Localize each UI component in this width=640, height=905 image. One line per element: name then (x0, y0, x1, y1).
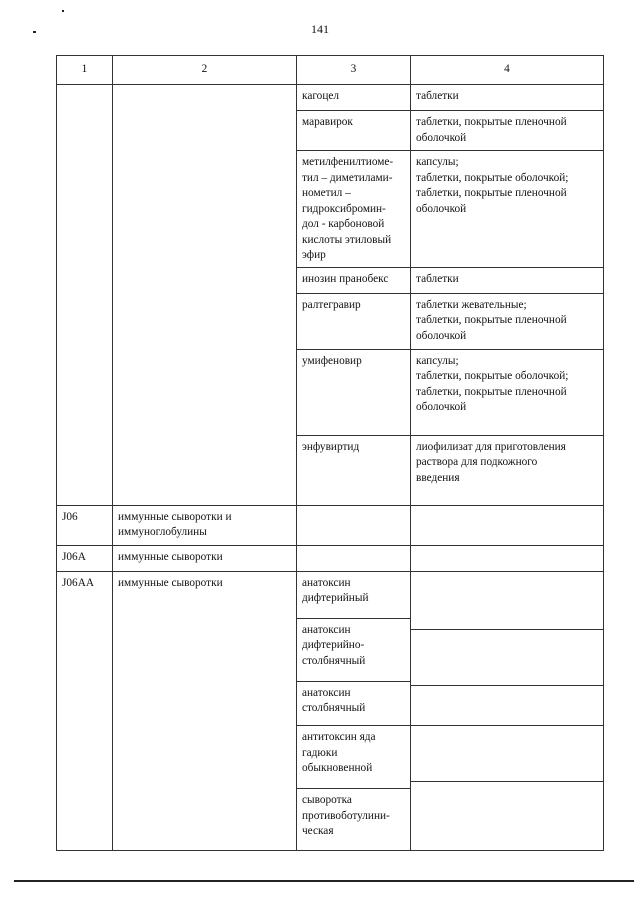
form-cell: таблетки жевательные; таблетки, покрытые пленочной оболочкой (411, 293, 604, 349)
drug-cell: кагоцел (297, 85, 411, 111)
table-row (57, 85, 604, 111)
code-cell: J06AA (57, 571, 113, 850)
form-cell (411, 629, 604, 685)
drug-cell: антитоксин яда гадюки обыкновенной (297, 726, 411, 789)
form-cell (411, 571, 604, 850)
name-cell: иммунные сыворотки и иммуноглобулины (113, 505, 297, 545)
form-cell (411, 505, 604, 545)
form-cell (411, 587, 604, 629)
table-row (57, 571, 604, 618)
drug-cell: метилфенилтиоме- тил – диметилами- нометил – гидроксибромин- дол - карбоновой кислоты этиловый эфир (297, 151, 411, 268)
form-cell (411, 685, 604, 725)
code-cell: J06A (57, 545, 113, 571)
drug-cell: анатоксин дифтерийный (297, 571, 411, 618)
name-cell: иммунные сыворотки (113, 545, 297, 571)
scan-speck (33, 31, 36, 33)
drug-cell (297, 505, 411, 545)
form-cell: капсулы; таблетки, покрытые оболочкой; таблетки, покрытые пленочной оболочкой (411, 151, 604, 268)
table-row (57, 545, 604, 571)
bottom-rule (14, 880, 634, 882)
table-row (57, 505, 604, 545)
drug-cell: умифеновир (297, 349, 411, 435)
form-cell (411, 781, 604, 834)
drug-cell: анатоксин дифтерийно- столбнячный (297, 618, 411, 681)
name-cell (113, 85, 297, 506)
drug-cell: инозин пранобекс (297, 267, 411, 293)
form-cell: таблетки (411, 85, 604, 111)
name-cell: иммунные сыворотки (113, 571, 297, 850)
form-cell: таблетки (411, 267, 604, 293)
table-header-row (57, 56, 604, 85)
scan-speck (62, 10, 64, 12)
drug-cell (297, 545, 411, 571)
drug-cell: сыворотка противоботулини- ческая (297, 789, 411, 850)
drug-cell: анатоксин столбнячный (297, 681, 411, 726)
drug-cell: энфувиртид (297, 435, 411, 505)
form-cell (411, 725, 604, 781)
column-header-3: 3 (297, 56, 411, 85)
column-header-1: 1 (57, 56, 113, 85)
drug-cell: маравирок (297, 111, 411, 151)
page-number: 141 (311, 22, 329, 36)
form-cell: таблетки, покрытые пленочной оболочкой (411, 111, 604, 151)
drug-cell: ралтегравир (297, 293, 411, 349)
code-cell (57, 85, 113, 506)
form-cell (411, 545, 604, 571)
drug-table (56, 55, 604, 851)
form-cell: капсулы; таблетки, покрытые оболочкой; таблетки, покрытые пленочной оболочкой (411, 349, 604, 435)
form-cell: лиофилизат для приготовления раствора для подкожного введения (411, 435, 604, 505)
form-subcells (410, 587, 603, 834)
code-cell: J06 (57, 505, 113, 545)
column-header-4: 4 (411, 56, 604, 85)
column-header-2: 2 (113, 56, 297, 85)
